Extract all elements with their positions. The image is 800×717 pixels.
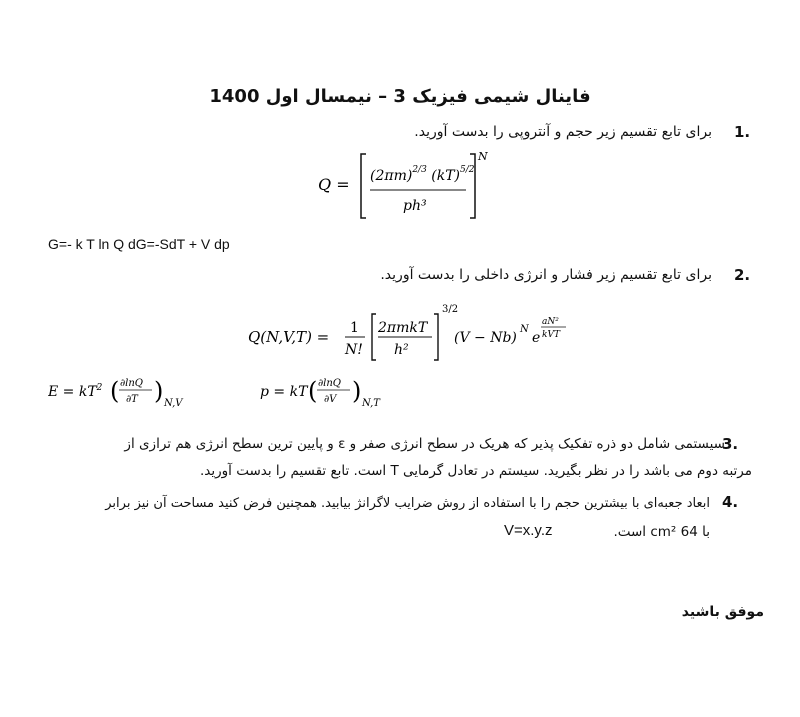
eq2-exp-base: e [532, 330, 541, 346]
energy-den: ∂T [126, 394, 138, 405]
question-3-number: 3. [722, 435, 739, 453]
eq1-denominator: ph³ [403, 198, 427, 214]
eq1-power: N [478, 150, 488, 163]
hint-formulas: G=- k T ln Q dG=-SdT + V dp [48, 236, 230, 252]
eq1-numerator: $(2\pi m)^{2/3}$ (kT)$^{5/2}$ [370, 165, 475, 184]
question-2-text: برای تابع تقسیم زیر فشار و انرژی داخلی را بدست آورید. [380, 267, 712, 283]
partition-function-eq1 [318, 146, 498, 226]
pressure-equation [260, 372, 390, 414]
eq2-right-bracket [434, 314, 438, 360]
exam-title: فاینال شیمی فیزیک 3 – نیمسال اول 1400 [209, 86, 591, 107]
eq2-bracket-power: 3/2 [442, 304, 459, 315]
pressure-right-paren: ) [352, 377, 362, 405]
energy-left-paren: ( [110, 377, 120, 405]
partition-function-eq2 [248, 300, 588, 370]
question-1-number: 1. [734, 123, 751, 141]
eq2-frac-den: N! [345, 342, 363, 358]
pressure-num: ∂lnQ [318, 378, 342, 389]
question-4-line-1: ابعاد جعبه‌ای با بیشترین حجم را با استفاده از روش ضرایب لاگرانژ بیابید. همچنین فرض کنید مساحت آن نیز برابر [105, 496, 710, 511]
energy-right-paren: ) [154, 377, 164, 405]
eq2-factor-power: N [520, 324, 529, 335]
eq1-left-bracket [361, 154, 366, 218]
eq2-exp-den: kVT [542, 330, 560, 340]
pressure-lhs: p = kT [260, 384, 308, 400]
question-4-number: 4. [722, 493, 739, 511]
eq2-frac-num: 1 [350, 320, 359, 336]
pressure-den: ∂V [324, 394, 337, 405]
energy-num: ∂lnQ [120, 378, 144, 389]
pressure-sub: N,T [362, 398, 380, 409]
eq2-left-bracket [372, 314, 376, 360]
question-1-text: برای تابع تقسیم زیر حجم و آنتروپی را بدست آورید. [414, 124, 712, 140]
eq2-bracket-num: 2πmkT [378, 320, 428, 336]
question-2-number: 2. [734, 266, 751, 284]
energy-sub: N,V [164, 398, 183, 409]
question-4-line-2: با 64 cm² است. [613, 524, 710, 540]
eq1-lhs: Q = [318, 175, 350, 194]
energy-lhs: $E = kT^2$ [48, 383, 103, 400]
pressure-left-paren: ( [308, 377, 318, 405]
question-3-line-1: سیستمی شامل دو ذره تفکیک پذیر که هریک در سطح انرژی صفر و ε و پایین ترین سطح انرژی هم ترازی از [124, 436, 725, 452]
volume-formula: V=x.y.z [504, 522, 553, 539]
eq2-bracket-den: h² [394, 342, 409, 358]
closing-text: موفق باشید [681, 604, 764, 620]
eq2-exp-num: aN² [542, 317, 559, 327]
eq2-factor: (V − Nb) [454, 330, 517, 346]
question-3-line-2: مرتبه دوم می باشد را در نظر بگیرید. سیستم در تعادل گرمایی T است. تابع تقسیم را بدست آورید. [199, 463, 752, 479]
eq1-right-bracket [470, 154, 475, 218]
eq2-lhs: Q(N,V,T) = [248, 328, 330, 346]
energy-equation [48, 372, 208, 414]
